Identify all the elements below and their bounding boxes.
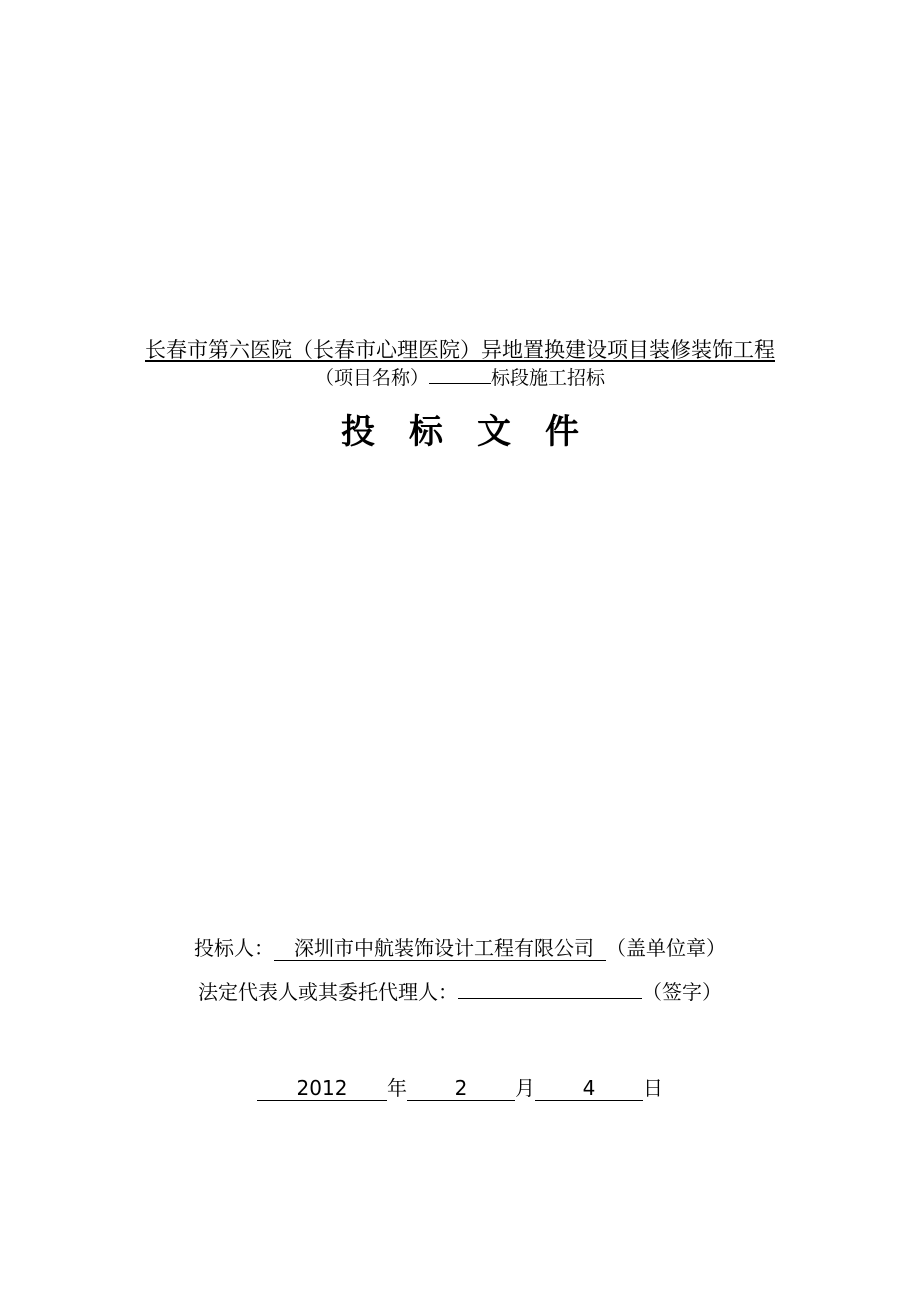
bidder-label: 投标人： [194, 936, 274, 960]
document-title-char: 投 [341, 412, 409, 452]
project-subtitle [0, 364, 920, 392]
representative-row [0, 976, 920, 1007]
document-title-char: 标 [409, 412, 477, 452]
date-row [0, 1073, 920, 1103]
project-title [0, 336, 920, 364]
representative-label: 法定代表人或其委托代理人： [198, 980, 458, 1004]
bidder-row [0, 933, 920, 963]
date-day: 4 [535, 1076, 643, 1101]
date-year-unit: 年 [387, 1076, 407, 1100]
document-title [0, 410, 920, 454]
date-month: 2 [407, 1076, 515, 1101]
section-blank [429, 365, 491, 384]
section-suffix: 标段施工招标 [491, 367, 606, 389]
signature-note: （签字） [642, 980, 722, 1004]
date-month-unit: 月 [515, 1076, 535, 1100]
document-title-char: 件 [545, 412, 613, 452]
bidder-seal-note: （盖单位章） [606, 936, 726, 960]
bidder-company: 深圳市中航装饰设计工程有限公司 [274, 936, 606, 961]
project-name-note: （项目名称） [314, 367, 429, 389]
document-title-char: 文 [477, 412, 545, 452]
date-day-unit: 日 [643, 1076, 663, 1100]
signature-blank [458, 976, 642, 999]
date-year: 2012 [257, 1076, 387, 1101]
project-title-text: 长春市第六医院（长春市心理医院）异地置换建设项目装修装饰工程 [145, 338, 775, 362]
